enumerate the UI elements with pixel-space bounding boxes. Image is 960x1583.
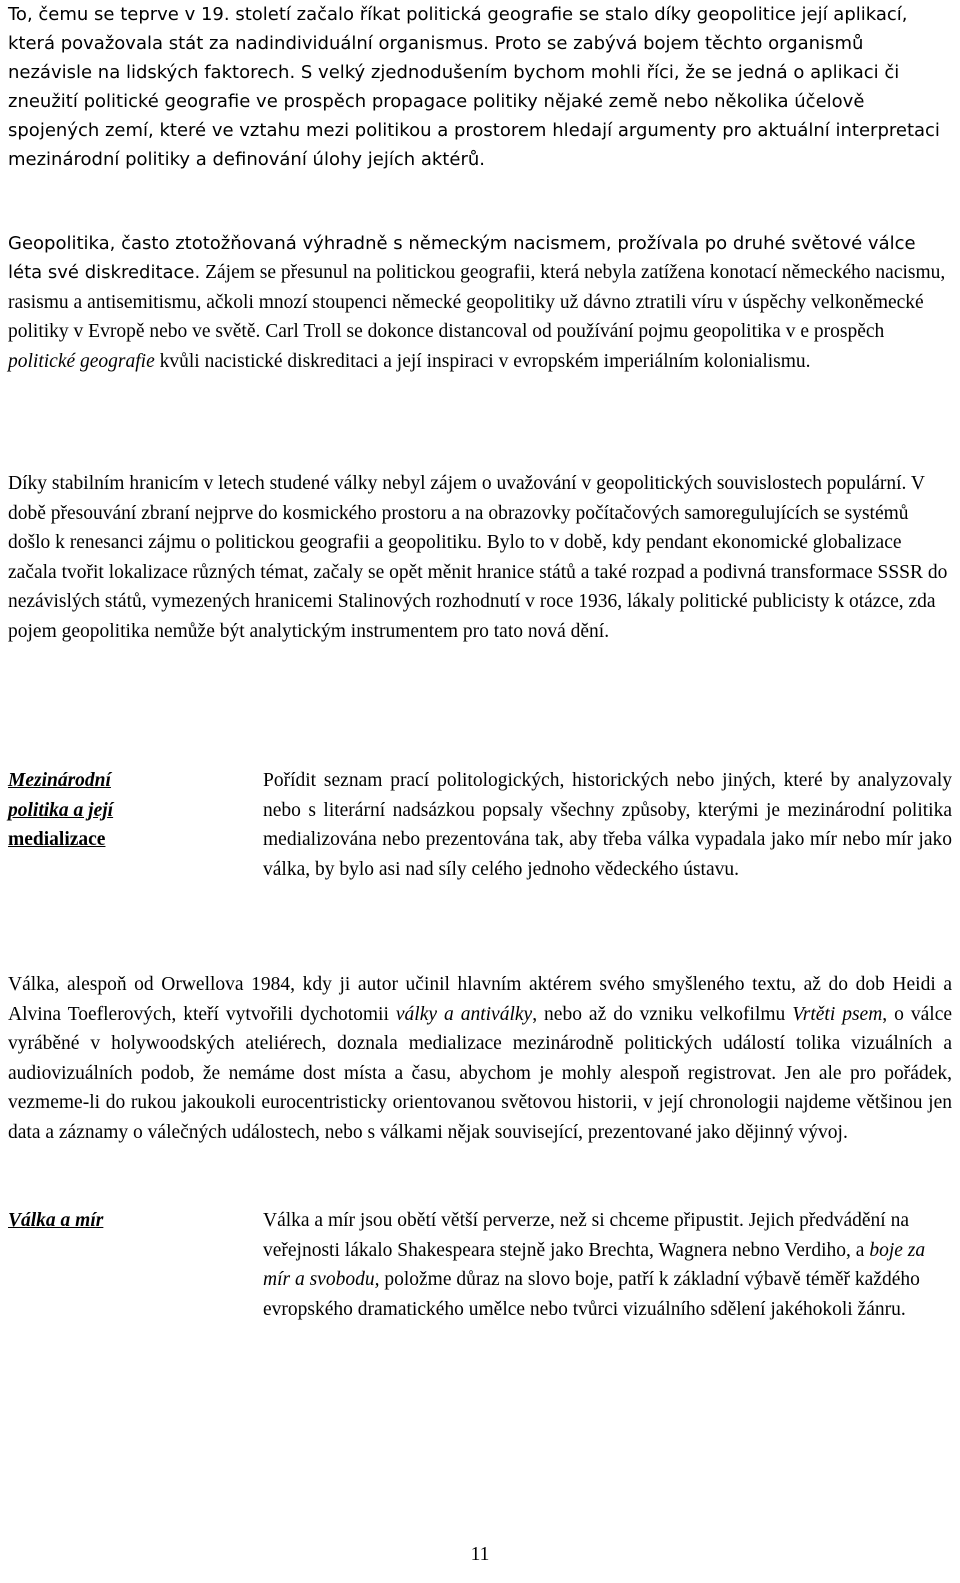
section-body-text: položme důraz na slovo boje, patří k základní výbavě téměř každého evropského dramatického umělce nebo tvůrci vizuálního sdělení jakéhokoli žánru. <box>263 1269 920 1320</box>
section-war-and-peace <box>8 1206 952 1324</box>
heading-line: Válka a mír <box>8 1210 104 1231</box>
paragraph-text: Válka, alespoň od Orwellova 1984, kdy ji autor učinil hlavním aktérem svého smyšleného textu, až do dob Heidi a Alvina Toeflerových, kteří vytvořili dychotomii <box>8 974 952 1025</box>
paragraph-text-serif-end: kvůli nacistické diskreditaci a její inspiraci v evropském imperiálním kolonialismu. <box>154 350 811 372</box>
paragraph-war-media <box>8 970 952 1147</box>
section-international-politics-media <box>8 766 952 884</box>
heading-line: Mezinárodní <box>8 770 111 791</box>
heading-line: politika a její <box>8 799 114 821</box>
emphasis-boje-za-mir: boje za mír a svobodu, <box>263 1239 926 1290</box>
page-number: 11 <box>470 1544 490 1565</box>
paragraph-text: , nebo až do vzniku velkofilmu <box>532 1003 793 1025</box>
section-heading <box>8 1206 263 1324</box>
section-body: Pořídit seznam prací politologických, historických nebo jiných, které by analyzovaly nebo s literární nadsázkou popsaly všechny způsoby, kterými je mezinárodní politika medializována nebo prezentována tak, aby třeba válka vypadala jako mír nebo mír jako válka, by bylo asi nad síly celého jednoho vědeckého ústavu. <box>263 770 952 880</box>
paragraph-text: Díky stabilním hranicím v letech studené války nebyl zájem o uvažování v geopolitických souvislostech populární. V době přesouvání zbraní nejprve do kosmického prostoru a na obrazovky počítačových samoregulujících se systémů došlo k renesanci zájmu o politickou geografii a geopolitiku. Bylo to v době, kdy pendant ekonomické globalizace začala tvořit lokalizace různých témat, začaly se opět měnit hranice států a také rozpad a podivná transformace SSSR do nezávislých států, vymezených hranicemi Stalinových rozhodnutí v roce 1936, lákaly politické publicisty k otázce, zda pojem geopolitika nemůže být analytickým instrumentem pro tato nová dění. <box>8 473 948 642</box>
paragraph-geopolitics-intro <box>8 0 952 174</box>
paragraph-geopolitics-discredit <box>8 229 952 376</box>
section-heading <box>8 766 263 884</box>
section-body-text: Válka a mír jsou obětí větší perverze, než si chceme připustit. Jejich předvádění na veřejnosti lákalo Shakespeara stejně jako Brechta, Wagnera nebno Verdiho, a <box>263 1210 909 1261</box>
emphasis-valky-antivalky: války a antiválky <box>395 1003 533 1025</box>
paragraph-text-serif: Zájem se přesunul na politickou geografii, která nebyla zatížena konotací německého nacismu, rasismu a antisemitismu, ačkoli mnozí stoupenci německé geopolitiky už dávno ztratili víru v úspěchy velkoněmecké politiky v Evropě nebo ve světě. Carl Troll se dokonce distancoval od používání pojmu geopolitika v e prospěch <box>8 262 946 342</box>
section-body <box>263 1206 952 1324</box>
heading-line: medializace <box>8 829 106 850</box>
emphasis-vrteti-psem: Vrtěti psem <box>792 1003 883 1025</box>
paragraph-text: To, čemu se teprve v 19. století začalo říkat politická geografie se stalo díky geopolitice její aplikací, která považovala stát za nadindividuální organismus. Proto se zabývá bojem těchto organismů nezávisle na lidských faktorech. S velký zjednodušením bychom mohli říci, že se jedná o aplikaci či zneužití politické geografie ve prospěch propagace politiky nějaké země nebo několika účelově spojených zemí, které ve vztahu mezi politikou a prostorem hledají argumenty pro aktuální interpretaci mezinárodní politiky a definování úlohy jejích aktérů. <box>8 4 940 170</box>
paragraph-text-sans: Geopolitika, často ztotožňovaná výhradně s německým nacismem, prožívala po druhé světové válce léta své diskreditace. <box>8 233 916 283</box>
emphasis-politicka-geografie: politické geografie <box>8 350 155 372</box>
paragraph-text: , o válce vyráběné v holywoodských ateliérech, doznala medializace mezinárodně politických událostí tolika vizuálních a audiovizuálních podob, že nemáme dost místa a času, abychom je mohly alespoň registrovat. Jen ale pro pořádek, vezmeme-li do rukou jakoukoli eurocentristicky orientovanou světovou historii, v její chronologii najdeme většinou jen data a záznamy o válečných událostech, nebo s válkami nějak související, prezentované jako dějinný vývoj. <box>8 1003 953 1143</box>
paragraph-cold-war <box>8 469 952 646</box>
